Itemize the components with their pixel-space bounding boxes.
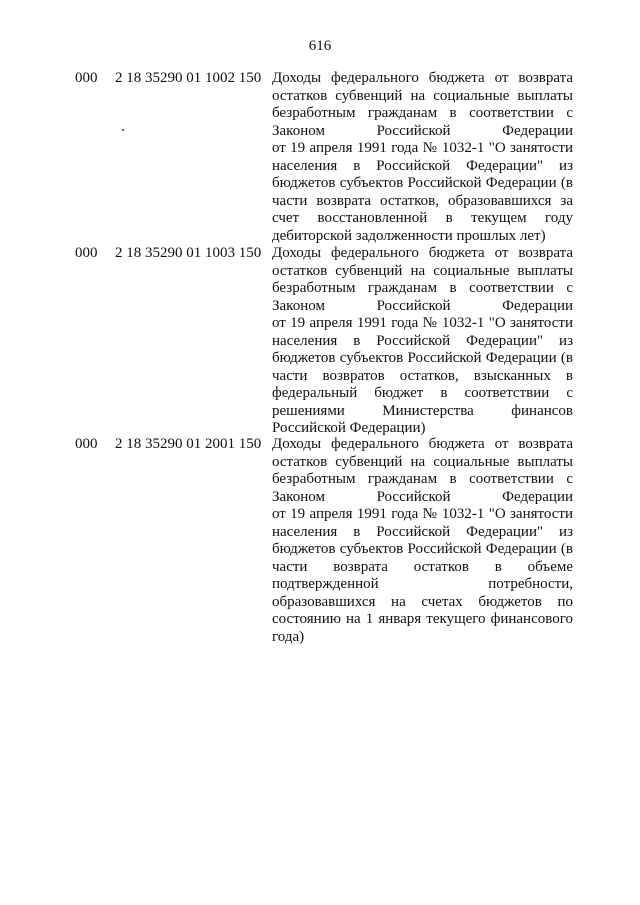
entry-description bbox=[272, 70, 573, 245]
description-line: бюджетов субъектов Российской Федерации (в bbox=[272, 541, 573, 557]
description-line: бюджетов субъектов Российской Федерации (в bbox=[272, 350, 573, 366]
description-line: от 19 апреля 1991 года № 1032-1 "О занятости bbox=[272, 315, 573, 331]
description-line: счет восстановленной в текущем году bbox=[272, 210, 573, 226]
description-line: населения в Российской Федерации" из bbox=[272, 523, 573, 540]
admin-code: 000 bbox=[75, 70, 98, 86]
description-line: Законом Российской Федерации bbox=[272, 297, 573, 314]
entry-description bbox=[272, 245, 573, 438]
description-line: части возврата остатков в объеме bbox=[272, 558, 573, 575]
description-line: решениями Министерства финансов bbox=[272, 402, 573, 419]
description-line: Доходы федерального бюджета от возврата bbox=[272, 70, 573, 86]
entry-description bbox=[272, 436, 573, 646]
description-line: бюджетов субъектов Российской Федерации (в bbox=[272, 175, 573, 191]
kbk-code: 2 18 35290 01 2001 150 bbox=[115, 436, 262, 452]
description-line: части возвратов остатков, взысканных в bbox=[272, 367, 573, 384]
description-line: подтвержденной потребности, bbox=[272, 576, 573, 592]
kbk-code: 2 18 35290 01 1002 150 bbox=[115, 70, 262, 86]
description-line: года) bbox=[272, 628, 305, 645]
description-line: от 19 апреля 1991 года № 1032-1 "О занятости bbox=[272, 506, 573, 522]
description-line: части возврата остатков, образовавшихся за bbox=[272, 192, 573, 209]
description-line: Доходы федерального бюджета от возврата bbox=[272, 245, 573, 261]
scan-speck bbox=[122, 129, 124, 131]
admin-code: 000 bbox=[75, 245, 98, 261]
description-line: остатков субвенций на социальные выплаты bbox=[272, 453, 573, 470]
description-line: состоянию на 1 января текущего финансового bbox=[272, 611, 573, 627]
description-line: Законом Российской Федерации bbox=[272, 488, 573, 505]
description-line: остатков субвенций на социальные выплаты bbox=[272, 87, 573, 104]
description-line: населения в Российской Федерации" из bbox=[272, 157, 573, 174]
description-line: Российской Федерации) bbox=[272, 420, 426, 436]
page-number: 616 bbox=[308, 38, 332, 54]
description-line: Доходы федерального бюджета от возврата bbox=[272, 436, 573, 452]
kbk-code: 2 18 35290 01 1003 150 bbox=[115, 245, 262, 261]
description-line: безработным гражданам в соответствии с bbox=[272, 471, 573, 487]
description-line: безработным гражданам в соответствии с bbox=[272, 105, 573, 121]
admin-code: 000 bbox=[75, 436, 98, 452]
description-line: дебиторской задолженности прошлых лет) bbox=[272, 227, 546, 244]
description-line: безработным гражданам в соответствии с bbox=[272, 280, 573, 296]
description-line: федеральный бюджет в соответствии с bbox=[272, 385, 573, 401]
description-line: населения в Российской Федерации" из bbox=[272, 332, 573, 349]
description-line: остатков субвенций на социальные выплаты bbox=[272, 262, 573, 279]
description-line: Законом Российской Федерации bbox=[272, 122, 573, 139]
description-line: образовавшихся на счетах бюджетов по bbox=[272, 593, 573, 610]
description-line: от 19 апреля 1991 года № 1032-1 "О занятости bbox=[272, 140, 573, 156]
